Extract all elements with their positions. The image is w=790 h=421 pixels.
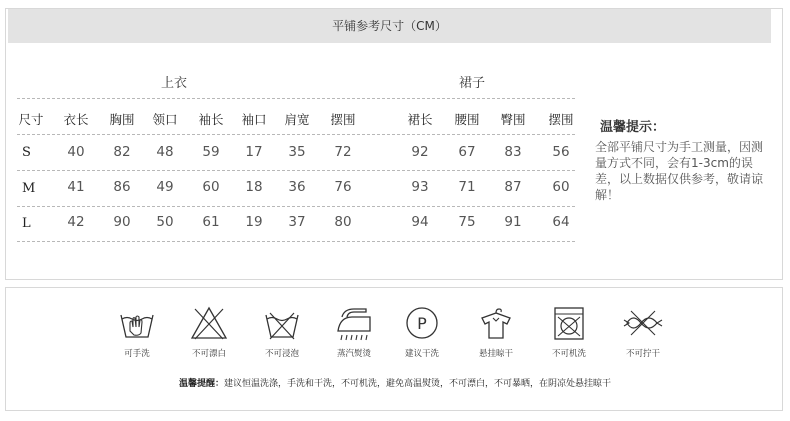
- table-cell: 37: [288, 214, 306, 230]
- table-cell: 19: [245, 214, 263, 230]
- care-label-steam-iron: 蒸汽熨烫: [336, 349, 371, 359]
- care-note-text: 建议恒温洗涤，手洗和干洗，不可机洗，避免高温熨烫，不可漂白，不可暴晒，在阴凉处悬挂晾干: [224, 379, 612, 389]
- care-label-no-wring: 不可拧干: [625, 349, 660, 359]
- care-label-hang-dry: 悬挂晾干: [478, 349, 513, 359]
- table-cell: 93: [411, 179, 429, 195]
- header-bust: 胸围: [109, 112, 135, 127]
- table-cell: 59: [202, 144, 220, 160]
- header-hem: 摆围: [330, 112, 356, 127]
- table-cell: 60: [552, 179, 570, 195]
- size-label: M: [22, 181, 36, 196]
- svg-text:P: P: [417, 314, 427, 333]
- table-cell: 40: [67, 144, 85, 160]
- divider: [17, 134, 575, 135]
- header-size: 尺寸: [18, 112, 44, 127]
- table-cell: 35: [288, 144, 306, 160]
- table-cell: 42: [67, 214, 85, 230]
- divider: [17, 170, 575, 171]
- table-cell: 67: [458, 144, 476, 160]
- care-label-dry-clean: 建议干洗: [404, 349, 439, 359]
- header-length: 衣长: [63, 112, 89, 127]
- table-cell: 49: [156, 179, 174, 195]
- table-cell: 72: [334, 144, 352, 160]
- table-cell: 71: [458, 179, 476, 195]
- table-cell: 48: [156, 144, 174, 160]
- divider: [17, 241, 575, 242]
- table-cell: 90: [113, 214, 131, 230]
- section-skirt-label: 裙子: [459, 76, 486, 91]
- care-label-no-bleach: 不可漂白: [191, 349, 226, 359]
- care-label-no-machine-wash: 不可机洗: [551, 349, 586, 359]
- table-cell: 76: [334, 179, 352, 195]
- table-cell: 86: [113, 179, 131, 195]
- table-cell: 82: [113, 144, 131, 160]
- table-cell: 18: [245, 179, 263, 195]
- table-cell: 94: [411, 214, 429, 230]
- tips-body: 全部平铺尺寸为手工测量，因测量方式不同，会有1-3cm的误差，以上数据仅供参考，敬请谅解！: [595, 140, 764, 202]
- table-cell: 75: [458, 214, 476, 230]
- header-shoulder: 肩宽: [284, 112, 310, 127]
- care-note-label: 温馨提醒：: [178, 379, 224, 389]
- header-neck: 领口: [152, 112, 178, 127]
- table-cell: 64: [552, 214, 570, 230]
- header-waist: 腰围: [454, 112, 480, 127]
- header-skirt-hem: 摆围: [548, 112, 574, 127]
- table-cell: 36: [288, 179, 306, 195]
- care-label-hand-wash: 可手洗: [124, 349, 150, 359]
- table-cell: 17: [245, 144, 263, 160]
- divider: [17, 98, 575, 99]
- care-note: [0, 376, 790, 389]
- size-label: L: [22, 216, 31, 231]
- size-label: S: [22, 145, 31, 160]
- table-cell: 92: [411, 144, 429, 160]
- care-label-no-soak: 不可浸泡: [264, 349, 299, 359]
- table-cell: 50: [156, 214, 174, 230]
- header-skirt-length: 裙长: [407, 112, 433, 127]
- table-cell: 41: [67, 179, 85, 195]
- header-sleeve: 袖长: [198, 112, 224, 127]
- section-top-label: 上衣: [161, 76, 188, 91]
- table-cell: 60: [202, 179, 220, 195]
- table-cell: 83: [504, 144, 522, 160]
- header-cuff: 袖口: [241, 112, 267, 127]
- tips-title: 温馨提示：: [600, 120, 666, 135]
- header-hip: 臀围: [500, 112, 526, 127]
- table-cell: 61: [202, 214, 220, 230]
- table-cell: 56: [552, 144, 570, 160]
- divider: [17, 206, 575, 207]
- table-cell: 80: [334, 214, 352, 230]
- table-cell: 87: [504, 179, 522, 195]
- table-cell: 91: [504, 214, 522, 230]
- size-table-title: 平铺参考尺寸（CM）: [8, 9, 771, 43]
